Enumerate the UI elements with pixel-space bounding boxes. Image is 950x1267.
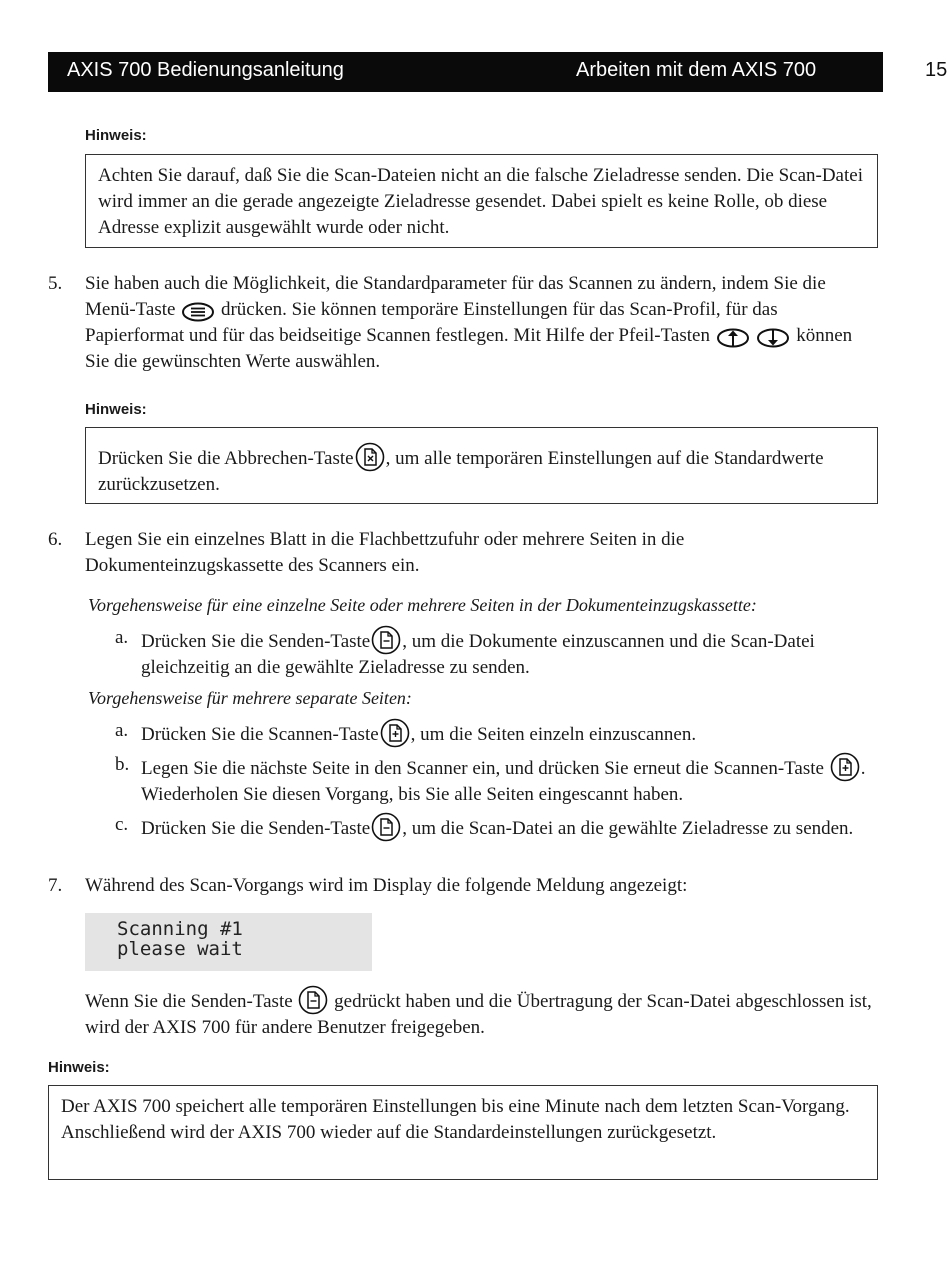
list-label-c: c. xyxy=(115,814,129,835)
procedure-1-step-a-2: , um die Dokumente einzuscannen und die Scan-Datei gleichzeitig an die gewählte Zieladresse zu senden. xyxy=(141,631,815,678)
procedure-heading-2: Vorgehensweise für mehrere separate Seiten: xyxy=(88,688,412,708)
menu-key-icon xyxy=(181,301,215,323)
send-key-icon xyxy=(298,985,328,1015)
note-label: Hinweis: xyxy=(48,1059,110,1076)
note-text-1: Achten Sie darauf, daß Sie die Scan-Dateien nicht an die falsche Zieladresse senden. Die Scan-Datei wird immer an die gerade angezeigte Zieladresse gesendet. Dabei spielt es keine Rolle, ob diese Adresse explizit ausgewählt wurde oder nicht. xyxy=(98,165,863,238)
display-line-2: please wait xyxy=(117,938,243,960)
procedure-2-step-c-1: Drücken Sie die Senden-Taste xyxy=(141,818,371,839)
step-number-5: 5. xyxy=(48,273,63,294)
page-header xyxy=(48,52,883,92)
step-7-after-a: Wenn Sie die Senden-Taste xyxy=(85,991,293,1012)
display-line-1: Scanning #1 xyxy=(117,918,243,940)
header-section: Arbeiten mit dem AXIS 700 xyxy=(576,59,817,81)
procedure-2-step-a-2: , um die Seiten einzeln einzuscannen. xyxy=(410,724,697,745)
list-label-a: a. xyxy=(115,720,129,741)
list-label-b: b. xyxy=(115,754,130,775)
step-6-text: Legen Sie ein einzelnes Blatt in die Flachbettzufuhr oder mehrere Seiten in die Dokumenteinzugskassette des Scanners ein. xyxy=(85,529,685,576)
procedure-2-step-b-2: . Wiederholen Sie diesen Vorgang, bis Sie alle Seiten eingescannt haben. xyxy=(141,758,866,805)
step-5-text-b: drücken. Sie können temporäre Einstellungen für das Scan-Profil, für das Papierformat und für das beidseitige Scannen festlegen. Mit Hilfe der Pfeil-Tasten xyxy=(85,299,778,346)
note-text-2b: , um alle temporären Einstellungen auf die Standardwerte zurückzusetzen. xyxy=(98,448,824,495)
step-7-text: Während des Scan-Vorgangs wird im Display die folgende Meldung angezeigt: xyxy=(85,875,688,896)
step-number-6: 6. xyxy=(48,529,63,550)
procedure-2-step-b xyxy=(141,752,881,808)
send-key-icon xyxy=(371,625,401,655)
cancel-key-icon xyxy=(355,442,385,472)
note-text-2a: Drücken Sie die Abbrechen-Taste xyxy=(98,448,354,469)
step-5-text xyxy=(85,271,880,375)
scan-key-icon xyxy=(830,752,860,782)
step-number-7: 7. xyxy=(48,875,63,896)
procedure-2-step-a-1: Drücken Sie die Scannen-Taste xyxy=(141,724,379,745)
procedure-2-step-c-2: , um die Scan-Datei an die gewählte Zieladresse zu senden. xyxy=(402,818,854,839)
note-box-3 xyxy=(48,1085,878,1180)
procedure-heading-1: Vorgehensweise für eine einzelne Seite oder mehrere Seiten in der Dokumenteinzugskassette: xyxy=(88,595,757,615)
step-5-text-c: können Sie die gewünschten Werte auswählen. xyxy=(85,325,853,372)
arrow-down-key-icon xyxy=(756,327,790,349)
page-number: 15 xyxy=(925,59,948,81)
lcd-display xyxy=(85,913,372,971)
procedure-2-step-a xyxy=(141,718,881,748)
step-5-text-a: Sie haben auch die Möglichkeit, die Standardparameter für das Scannen zu ändern, indem Sie die Menü-Taste xyxy=(85,273,826,320)
list-label-a: a. xyxy=(115,627,129,648)
scan-key-icon xyxy=(380,718,410,748)
arrow-up-key-icon xyxy=(716,327,750,349)
note-label: Hinweis: xyxy=(85,127,147,144)
header-title: AXIS 700 Bedienungsanleitung xyxy=(67,59,344,81)
procedure-1-step-a xyxy=(141,625,881,681)
note-label: Hinweis: xyxy=(85,401,147,418)
step-7-after-b: gedrückt haben und die Übertragung der Scan-Datei abgeschlossen ist, wird der AXIS 700 für andere Benutzer freigegeben. xyxy=(85,991,872,1038)
send-key-icon xyxy=(371,812,401,842)
note-box-1 xyxy=(85,154,878,248)
procedure-1-step-a-1: Drücken Sie die Senden-Taste xyxy=(141,631,371,652)
procedure-2-step-b-1: Legen Sie die nächste Seite in den Scanner ein, und drücken Sie erneut die Scannen-Taste xyxy=(141,758,824,779)
note-box-2 xyxy=(85,427,878,504)
note-text-3: Der AXIS 700 speichert alle temporären Einstellungen bis eine Minute nach dem letzten Scan-Vorgang. Anschließend wird der AXIS 700 wieder auf die Standardeinstellungen zurückgesetzt. xyxy=(61,1096,850,1143)
procedure-2-step-c xyxy=(141,812,881,842)
step-7-after-text xyxy=(85,985,880,1041)
